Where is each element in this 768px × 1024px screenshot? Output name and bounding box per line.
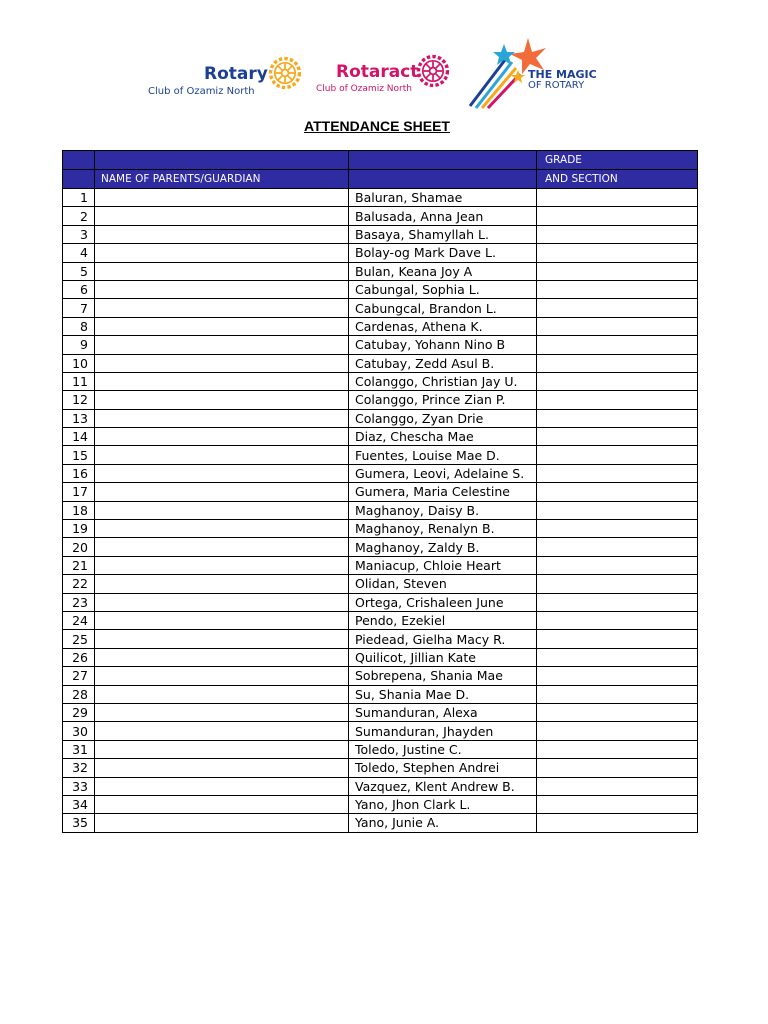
grade-section-cell[interactable] xyxy=(537,372,698,390)
row-number: 33 xyxy=(63,777,95,795)
table-row xyxy=(63,759,698,777)
grade-section-cell[interactable] xyxy=(537,501,698,519)
logo-banner xyxy=(140,34,620,110)
student-name: Sumanduran, Alexa xyxy=(349,703,537,721)
grade-section-cell[interactable] xyxy=(537,262,698,280)
row-number: 17 xyxy=(63,483,95,501)
row-number: 14 xyxy=(63,428,95,446)
rotary-logo-subtitle: Club of Ozamiz North xyxy=(148,86,255,97)
grade-section-cell[interactable] xyxy=(537,409,698,427)
table-row xyxy=(63,446,698,464)
attendance-table xyxy=(62,150,698,833)
student-name: Baluran, Shamae xyxy=(349,189,537,207)
table-row xyxy=(63,520,698,538)
table-row xyxy=(63,538,698,556)
grade-section-cell[interactable] xyxy=(537,648,698,666)
student-name: Vazquez, Klent Andrew B. xyxy=(349,777,537,795)
student-name: Basaya, Shamyllah L. xyxy=(349,225,537,243)
row-number: 21 xyxy=(63,556,95,574)
grade-section-cell[interactable] xyxy=(537,611,698,629)
table-row xyxy=(63,391,698,409)
row-number: 9 xyxy=(63,336,95,354)
grade-section-cell[interactable] xyxy=(537,795,698,813)
page-title-text: ATTENDANCE SHEET xyxy=(304,118,450,134)
row-number: 31 xyxy=(63,740,95,758)
table-row xyxy=(63,740,698,758)
student-name: Fuentes, Louise Mae D. xyxy=(349,446,537,464)
student-name: Cabungal, Sophia L. xyxy=(349,280,537,298)
grade-section-cell[interactable] xyxy=(537,630,698,648)
parent-guardian-cell[interactable] xyxy=(95,225,349,243)
grade-section-cell[interactable] xyxy=(537,464,698,482)
rotary-logo-word: Rotary xyxy=(204,64,268,84)
student-name: Colanggo, Prince Zian P. xyxy=(349,391,537,409)
magic-logo-line1: THE MAGIC xyxy=(528,68,597,81)
row-number: 22 xyxy=(63,575,95,593)
subheader-cell-number xyxy=(63,170,95,189)
grade-section-cell[interactable] xyxy=(537,336,698,354)
grade-section-cell[interactable] xyxy=(537,685,698,703)
row-number: 15 xyxy=(63,446,95,464)
student-name: Toledo, Justine C. xyxy=(349,740,537,758)
parent-guardian-cell[interactable] xyxy=(95,446,349,464)
student-name: Cardenas, Athena K. xyxy=(349,317,537,335)
parent-guardian-cell[interactable] xyxy=(95,630,349,648)
parent-guardian-cell[interactable] xyxy=(95,740,349,758)
grade-section-cell[interactable] xyxy=(537,777,698,795)
student-name: Toledo, Stephen Andrei xyxy=(349,759,537,777)
parent-guardian-cell[interactable] xyxy=(95,520,349,538)
parent-guardian-cell[interactable] xyxy=(95,189,349,207)
table-row xyxy=(63,262,698,280)
student-name: Maghanoy, Daisy B. xyxy=(349,501,537,519)
table-row xyxy=(63,428,698,446)
row-number: 12 xyxy=(63,391,95,409)
row-number: 19 xyxy=(63,520,95,538)
magic-logo-line2: OF ROTARY xyxy=(528,80,585,91)
row-number: 10 xyxy=(63,354,95,372)
student-name: Bulan, Keana Joy A xyxy=(349,262,537,280)
grade-section-cell[interactable] xyxy=(537,317,698,335)
parent-guardian-cell[interactable] xyxy=(95,611,349,629)
header-parents-label: NAME OF PARENTS/GUARDIAN xyxy=(95,170,349,189)
row-number: 1 xyxy=(63,189,95,207)
grade-section-cell[interactable] xyxy=(537,354,698,372)
student-name: Maghanoy, Renalyn B. xyxy=(349,520,537,538)
student-name: Balusada, Anna Jean xyxy=(349,207,537,225)
rotaract-logo-subtitle: Club of Ozamiz North xyxy=(316,84,412,94)
row-number: 28 xyxy=(63,685,95,703)
parent-guardian-cell[interactable] xyxy=(95,648,349,666)
table-row xyxy=(63,483,698,501)
parent-guardian-cell[interactable] xyxy=(95,372,349,390)
row-number: 23 xyxy=(63,593,95,611)
student-name: Quilicot, Jillian Kate xyxy=(349,648,537,666)
row-number: 20 xyxy=(63,538,95,556)
parent-guardian-cell[interactable] xyxy=(95,575,349,593)
student-name: Maghanoy, Zaldy B. xyxy=(349,538,537,556)
grade-section-cell[interactable] xyxy=(537,446,698,464)
parent-guardian-cell[interactable] xyxy=(95,667,349,685)
grade-section-cell[interactable] xyxy=(537,244,698,262)
table-row xyxy=(63,611,698,629)
table-row xyxy=(63,777,698,795)
grade-section-cell[interactable] xyxy=(537,814,698,832)
grade-section-cell[interactable] xyxy=(537,556,698,574)
parent-guardian-cell[interactable] xyxy=(95,593,349,611)
parent-guardian-cell[interactable] xyxy=(95,777,349,795)
parent-guardian-cell[interactable] xyxy=(95,483,349,501)
grade-section-cell[interactable] xyxy=(537,593,698,611)
table-row xyxy=(63,795,698,813)
parent-guardian-cell[interactable] xyxy=(95,391,349,409)
rotary-wheel-icon xyxy=(268,56,302,90)
grade-section-cell[interactable] xyxy=(537,703,698,721)
student-name: Gumera, Leovi, Adelaine S. xyxy=(349,464,537,482)
grade-section-cell[interactable] xyxy=(537,575,698,593)
grade-section-cell[interactable] xyxy=(537,299,698,317)
student-name: Su, Shania Mae D. xyxy=(349,685,537,703)
grade-section-cell[interactable] xyxy=(537,280,698,298)
student-name: Cabungcal, Brandon L. xyxy=(349,299,537,317)
student-name: Ortega, Crishaleen June xyxy=(349,593,537,611)
parent-guardian-cell[interactable] xyxy=(95,538,349,556)
student-name: Sumanduran, Jhayden xyxy=(349,722,537,740)
table-row xyxy=(63,556,698,574)
row-number: 3 xyxy=(63,225,95,243)
parent-guardian-cell[interactable] xyxy=(95,501,349,519)
header-cell-student xyxy=(349,151,537,170)
table-header-row xyxy=(63,151,698,170)
parent-guardian-cell[interactable] xyxy=(95,814,349,832)
parent-guardian-cell[interactable] xyxy=(95,685,349,703)
row-number: 26 xyxy=(63,648,95,666)
row-number: 30 xyxy=(63,722,95,740)
student-name: Colanggo, Zyan Drie xyxy=(349,409,537,427)
parent-guardian-cell[interactable] xyxy=(95,409,349,427)
header-section-label: AND SECTION xyxy=(537,170,698,189)
parent-guardian-cell[interactable] xyxy=(95,703,349,721)
grade-section-cell[interactable] xyxy=(537,189,698,207)
parent-guardian-cell[interactable] xyxy=(95,244,349,262)
parent-guardian-cell[interactable] xyxy=(95,207,349,225)
header-cell-parents xyxy=(95,151,349,170)
row-number: 18 xyxy=(63,501,95,519)
grade-section-cell[interactable] xyxy=(537,483,698,501)
student-name: Yano, Junie A. xyxy=(349,814,537,832)
table-row xyxy=(63,630,698,648)
table-row xyxy=(63,814,698,832)
row-number: 16 xyxy=(63,464,95,482)
parent-guardian-cell[interactable] xyxy=(95,556,349,574)
table-row xyxy=(63,372,698,390)
student-name: Olidan, Steven xyxy=(349,575,537,593)
row-number: 7 xyxy=(63,299,95,317)
row-number: 8 xyxy=(63,317,95,335)
parent-guardian-cell[interactable] xyxy=(95,262,349,280)
grade-section-cell[interactable] xyxy=(537,667,698,685)
table-row xyxy=(63,703,698,721)
student-name: Gumera, Maria Celestine xyxy=(349,483,537,501)
table-row xyxy=(63,299,698,317)
page-title xyxy=(0,118,754,134)
row-number: 25 xyxy=(63,630,95,648)
grade-section-cell[interactable] xyxy=(537,538,698,556)
parent-guardian-cell[interactable] xyxy=(95,464,349,482)
grade-section-cell[interactable] xyxy=(537,520,698,538)
parent-guardian-cell[interactable] xyxy=(95,354,349,372)
grade-section-cell[interactable] xyxy=(537,428,698,446)
student-name: Pendo, Ezekiel xyxy=(349,611,537,629)
table-subheader-row xyxy=(63,170,698,189)
rotaract-club-logo xyxy=(314,54,464,98)
student-name: Bolay-og Mark Dave L. xyxy=(349,244,537,262)
parent-guardian-cell[interactable] xyxy=(95,759,349,777)
student-name: Piedead, Gielha Macy R. xyxy=(349,630,537,648)
student-name: Colanggo, Christian Jay U. xyxy=(349,372,537,390)
rotary-club-logo xyxy=(144,56,304,100)
table-row xyxy=(63,225,698,243)
row-number: 13 xyxy=(63,409,95,427)
rotaract-wheel-icon xyxy=(416,54,450,88)
table-row xyxy=(63,189,698,207)
row-number: 11 xyxy=(63,372,95,390)
student-name: Sobrepena, Shania Mae xyxy=(349,667,537,685)
row-number: 5 xyxy=(63,262,95,280)
student-name: Maniacup, Chloie Heart xyxy=(349,556,537,574)
row-number: 35 xyxy=(63,814,95,832)
table-row xyxy=(63,575,698,593)
table-row xyxy=(63,207,698,225)
row-number: 32 xyxy=(63,759,95,777)
row-number: 6 xyxy=(63,280,95,298)
subheader-cell-student xyxy=(349,170,537,189)
table-row xyxy=(63,280,698,298)
parent-guardian-cell[interactable] xyxy=(95,795,349,813)
table-row xyxy=(63,667,698,685)
parent-guardian-cell[interactable] xyxy=(95,722,349,740)
table-row xyxy=(63,244,698,262)
row-number: 27 xyxy=(63,667,95,685)
row-number: 29 xyxy=(63,703,95,721)
parent-guardian-cell[interactable] xyxy=(95,280,349,298)
magic-of-rotary-logo xyxy=(466,34,606,110)
grade-section-cell[interactable] xyxy=(537,207,698,225)
parent-guardian-cell[interactable] xyxy=(95,336,349,354)
row-number: 4 xyxy=(63,244,95,262)
table-row xyxy=(63,593,698,611)
row-number: 34 xyxy=(63,795,95,813)
grade-section-cell[interactable] xyxy=(537,391,698,409)
table-row xyxy=(63,409,698,427)
table-row xyxy=(63,722,698,740)
row-number: 2 xyxy=(63,207,95,225)
parent-guardian-cell[interactable] xyxy=(95,428,349,446)
student-name: Diaz, Chescha Mae xyxy=(349,428,537,446)
table-row xyxy=(63,685,698,703)
table-row xyxy=(63,464,698,482)
table-row xyxy=(63,336,698,354)
grade-section-cell[interactable] xyxy=(537,740,698,758)
student-name: Yano, Jhon Clark L. xyxy=(349,795,537,813)
parent-guardian-cell[interactable] xyxy=(95,299,349,317)
grade-section-cell[interactable] xyxy=(537,225,698,243)
rotaract-logo-word: Rotaract xyxy=(336,62,419,82)
student-name: Catubay, Zedd Asul B. xyxy=(349,354,537,372)
header-cell-grade: GRADE xyxy=(537,151,698,170)
parent-guardian-cell[interactable] xyxy=(95,317,349,335)
table-row xyxy=(63,317,698,335)
table-row xyxy=(63,354,698,372)
header-cell-number xyxy=(63,151,95,170)
table-row xyxy=(63,501,698,519)
grade-section-cell[interactable] xyxy=(537,759,698,777)
student-name: Catubay, Yohann Nino B xyxy=(349,336,537,354)
row-number: 24 xyxy=(63,611,95,629)
table-row xyxy=(63,648,698,666)
grade-section-cell[interactable] xyxy=(537,722,698,740)
